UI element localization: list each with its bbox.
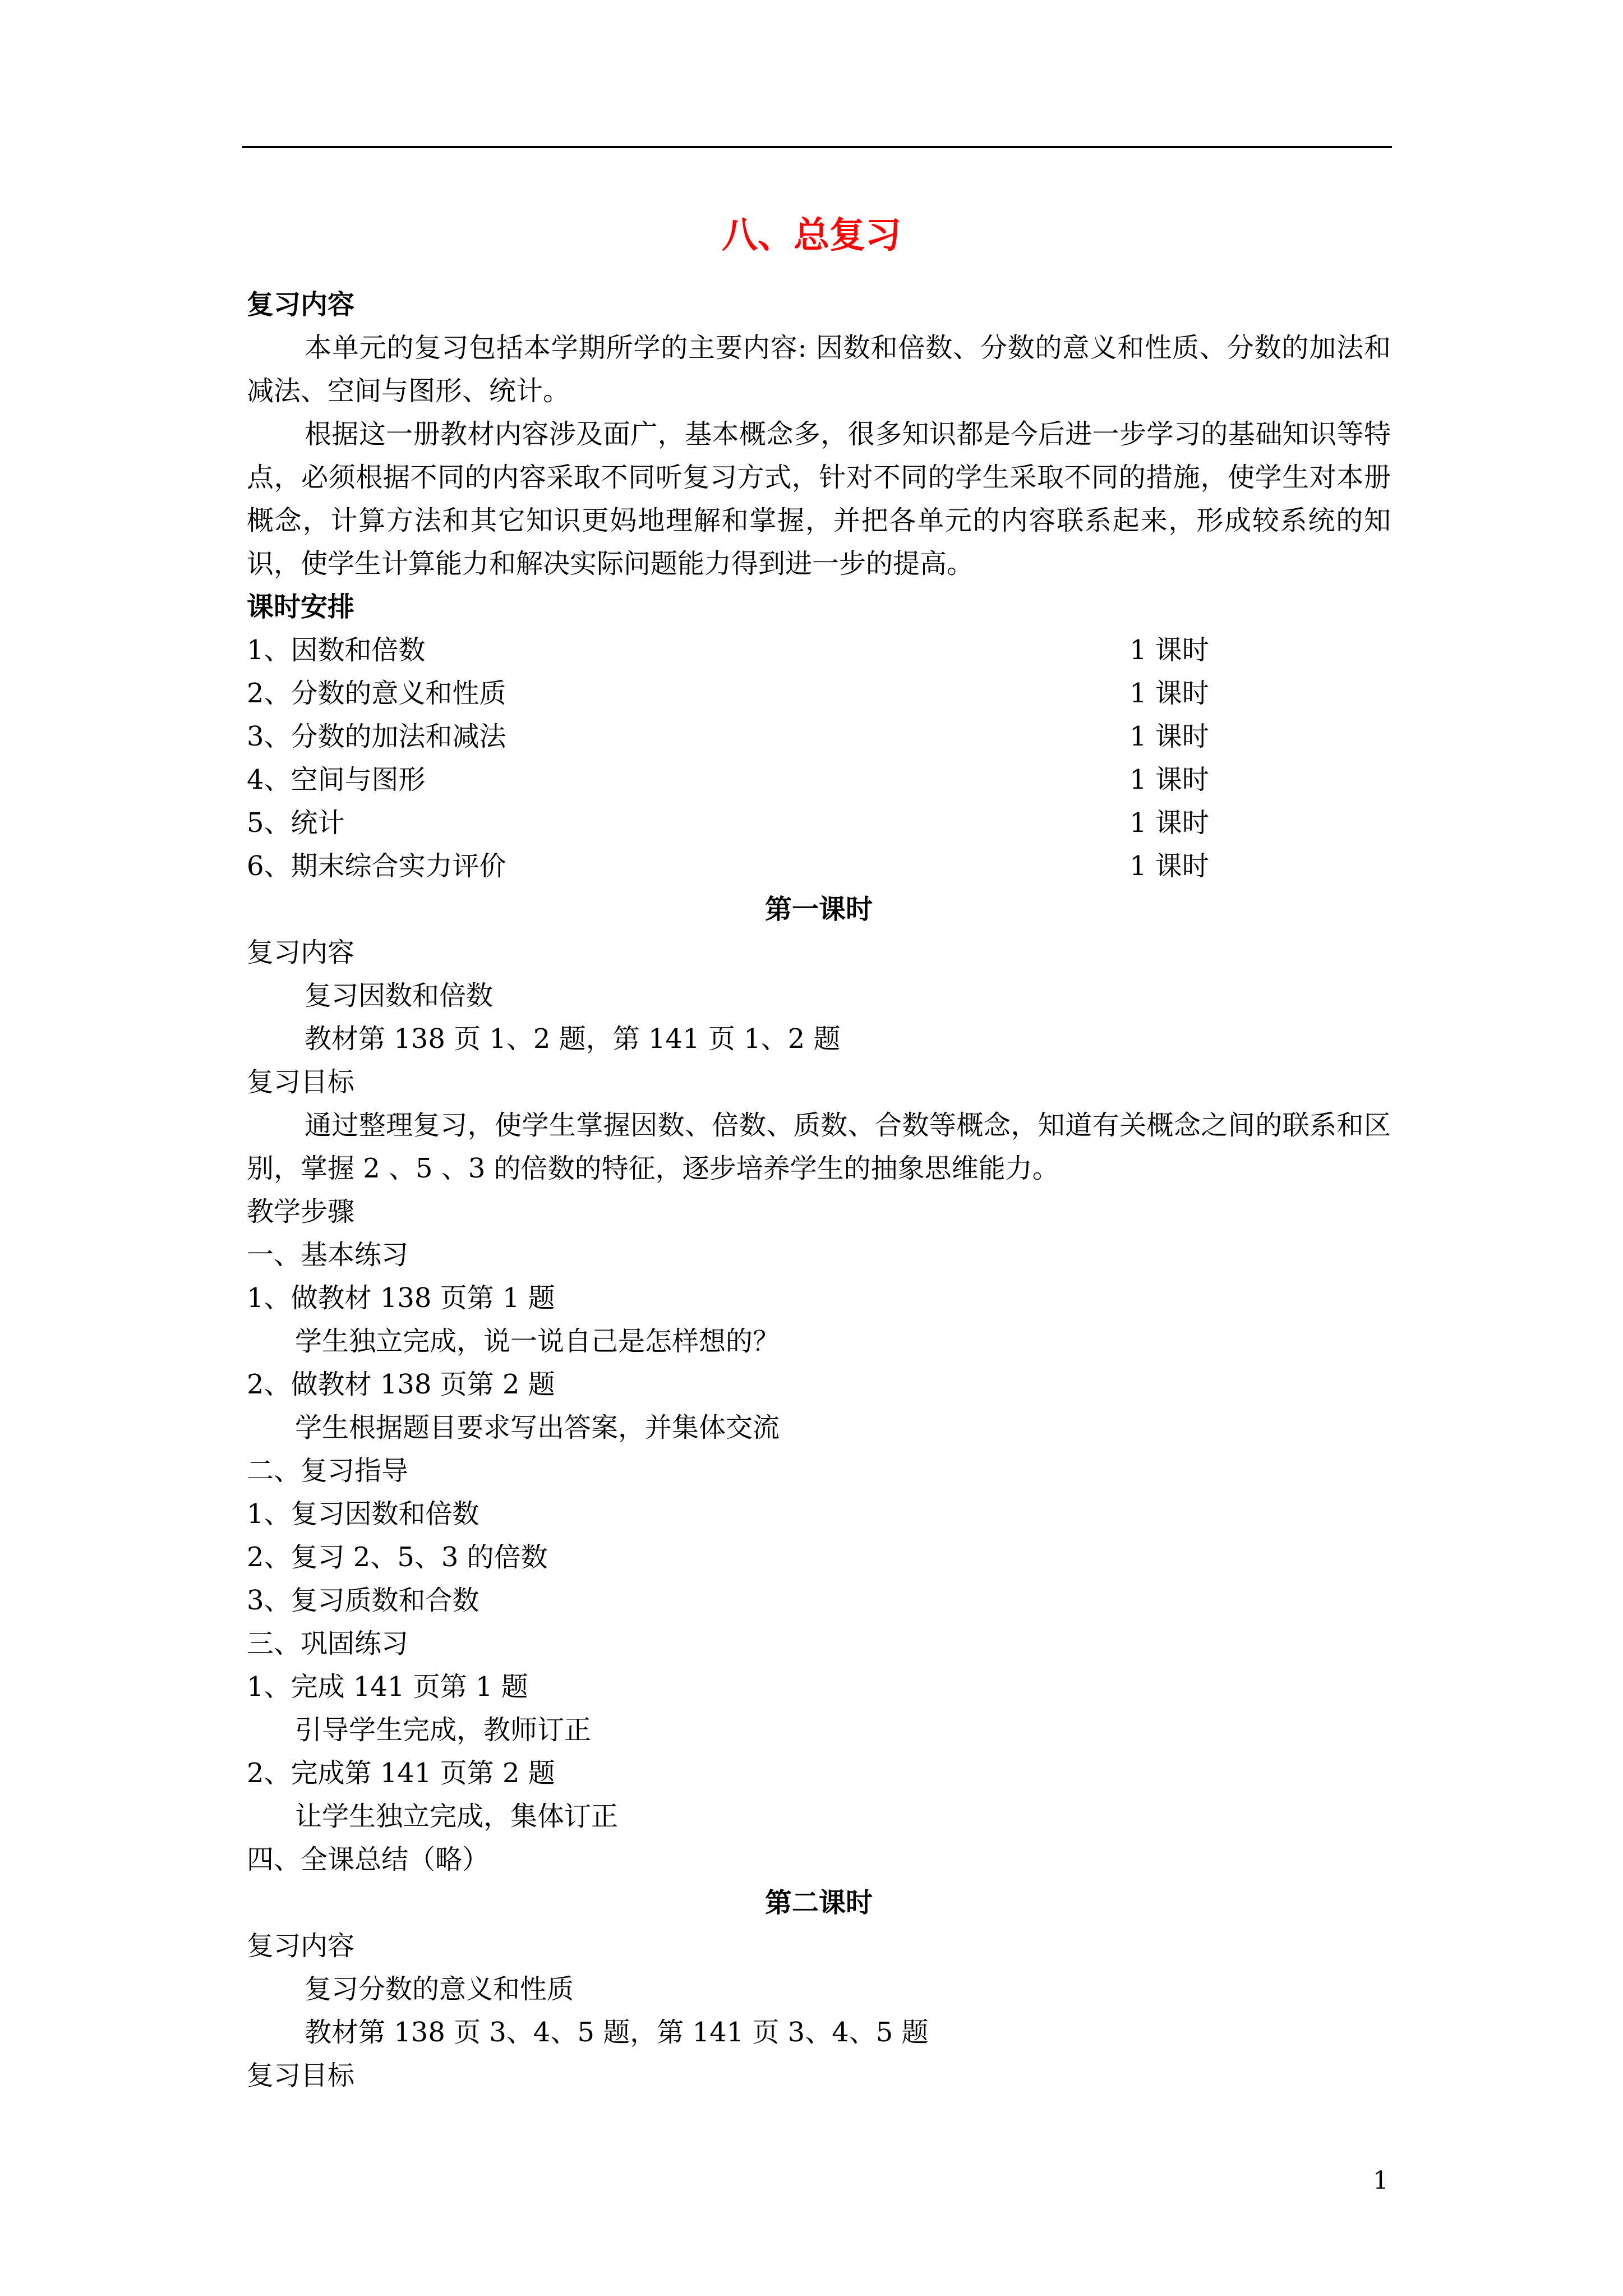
lesson-2-content-label: 复习内容 <box>247 1930 355 1962</box>
document-body <box>247 283 1391 2097</box>
intro-paragraph-1: 本单元的复习包括本学期所学的主要内容: 因数和倍数、分数的意义和性质、分数的加法和减法、空间与图形、统计。 <box>247 332 1391 407</box>
schedule-row <box>247 672 1391 715</box>
step-item: 1、完成 141 页第 1 题 <box>247 1671 528 1703</box>
step-item: 2、完成第 141 页第 2 题 <box>247 1757 555 1789</box>
lesson-1-content-label: 复习内容 <box>247 937 355 968</box>
schedule-item: 3、分数的加法和减法 <box>247 721 506 752</box>
lesson-2-title: 第二课时 <box>764 1887 873 1918</box>
schedule-row <box>247 758 1391 802</box>
schedule-hours: 1 课时 <box>1129 850 1209 882</box>
step-item: 2、做教材 138 页第 2 题 <box>247 1369 555 1400</box>
lesson-2-content-line: 教材第 138 页 3、4、5 题，第 141 页 3、4、5 题 <box>305 2017 929 2048</box>
lesson-2-content-line: 复习分数的意义和性质 <box>305 1973 574 2005</box>
schedule-row <box>247 802 1391 845</box>
lesson-1-content-line: 教材第 138 页 1、2 题，第 141 页 1、2 题 <box>305 1023 841 1055</box>
schedule-item: 1、因数和倍数 <box>247 634 426 666</box>
schedule-row <box>247 715 1391 758</box>
lesson-1-content-line: 复习因数和倍数 <box>305 980 494 1011</box>
lesson-1-title: 第一课时 <box>764 894 873 925</box>
schedule-hours: 1 课时 <box>1129 721 1209 752</box>
schedule-item: 2、分数的意义和性质 <box>247 678 506 709</box>
schedule-item: 6、期末综合实力评价 <box>247 850 506 882</box>
step-heading: 四、全课总结（略） <box>247 1844 490 1875</box>
step-heading: 一、基本练习 <box>247 1239 409 1271</box>
schedule-hours: 1 课时 <box>1129 807 1209 839</box>
step-note: 学生独立完成，说一说自己是怎样想的？ <box>295 1326 780 1357</box>
schedule-row <box>247 629 1391 672</box>
lesson-1-goal-label: 复习目标 <box>247 1066 355 1098</box>
header-rule <box>242 146 1392 148</box>
section-heading-review-content: 复习内容 <box>247 289 355 320</box>
schedule-row <box>247 845 1391 888</box>
schedule-hours: 1 课时 <box>1129 634 1209 666</box>
step-note: 让学生独立完成，集体订正 <box>295 1801 619 1832</box>
lesson-2-goal-label: 复习目标 <box>247 2060 355 2091</box>
lesson-1-goal-text: 通过整理复习，使学生掌握因数、倍数、质数、合数等概念，知道有关概念之间的联系和区别，掌握 2 、5 、3 的倍数的特征，逐步培养学生的抽象思维能力。 <box>247 1110 1391 1184</box>
intro-paragraph-2: 根据这一册教材内容涉及面广，基本概念多，很多知识都是今后进一步学习的基础知识等特点，必须根据不同的内容采取不同听复习方式，针对不同的学生采取不同的措施，使学生对本册概念，计算方法和其它知识更妈地理解和掌握，并把各单元的内容联系起来，形成较系统的知识，使学生计算能力和解决实际问题能力得到进一步的提高。 <box>247 418 1391 579</box>
schedule-item: 5、统计 <box>247 807 345 839</box>
step-item: 2、复习 2、5、3 的倍数 <box>247 1542 548 1573</box>
step-note: 引导学生完成，教师订正 <box>295 1714 592 1746</box>
document-title: 八、总复习 <box>722 214 901 256</box>
schedule-hours: 1 课时 <box>1129 764 1209 795</box>
step-item: 1、做教材 138 页第 1 题 <box>247 1282 555 1314</box>
step-item: 3、复习质数和合数 <box>247 1585 479 1616</box>
step-heading: 三、巩固练习 <box>247 1628 409 1659</box>
step-heading: 二、复习指导 <box>247 1455 409 1487</box>
step-note: 学生根据题目要求写出答案，并集体交流 <box>295 1412 780 1443</box>
schedule-hours: 1 课时 <box>1129 678 1209 709</box>
step-item: 1、复习因数和倍数 <box>247 1498 479 1530</box>
page-number: 1 <box>1373 2166 1389 2195</box>
section-heading-schedule: 课时安排 <box>247 591 355 623</box>
schedule-item: 4、空间与图形 <box>247 764 426 795</box>
lesson-1-steps-label: 教学步骤 <box>247 1196 355 1227</box>
